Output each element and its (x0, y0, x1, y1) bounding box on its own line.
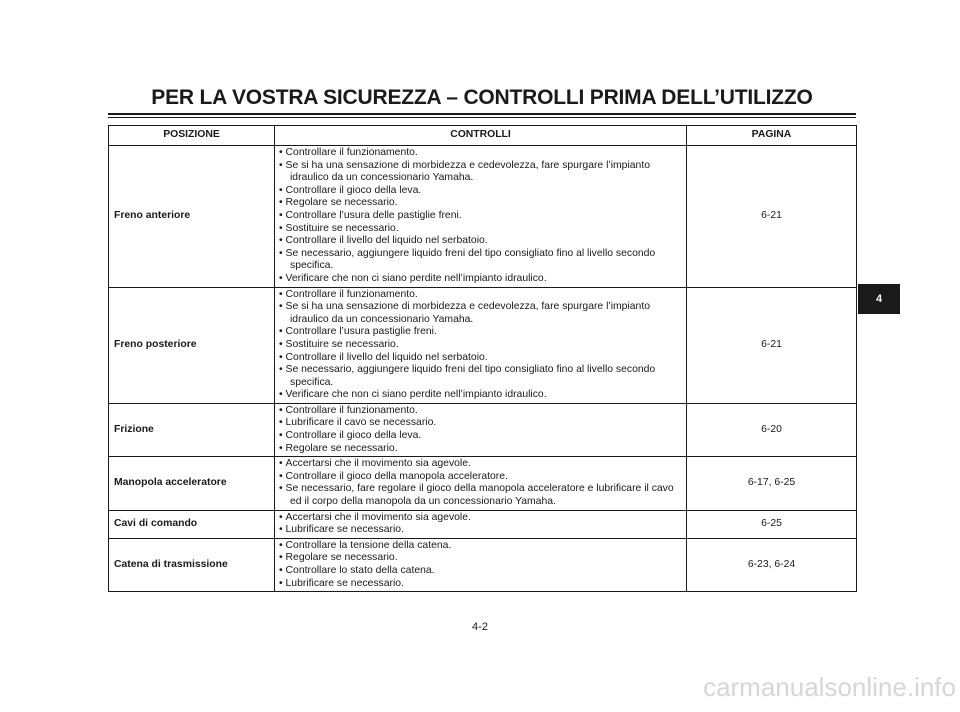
check-item: • Controllare il livello del liquido nel serbatoio. (279, 352, 686, 365)
page-number: 4-2 (472, 621, 488, 633)
watermark: carmanualsonline.info (703, 672, 956, 702)
row-position: Frizione (109, 403, 275, 456)
check-item: • Sostituire se necessario. (279, 223, 686, 236)
check-item: • Controllare il funzionamento. (279, 405, 686, 418)
row-checks (275, 403, 687, 456)
check-item: • Se necessario, aggiungere liquido freni del tipo consigliato fino al livello secondo specifica. (279, 248, 686, 273)
check-list (279, 405, 686, 455)
check-list (279, 512, 686, 537)
table-row (109, 287, 857, 403)
check-item: • Se necessario, fare regolare il gioco della manopola acceleratore e lubrificare il cavo ed il corpo della manopola da un concessionario Yamaha. (279, 483, 686, 508)
table-body (109, 146, 857, 592)
check-item: • Verificare che non ci siano perdite nell’impianto idraulico. (279, 273, 686, 286)
check-item: • Regolare se necessario. (279, 197, 686, 210)
row-checks (275, 287, 687, 403)
table-header-row (109, 126, 857, 146)
row-page-ref: 6-17, 6-25 (687, 457, 857, 510)
row-checks (275, 146, 687, 288)
check-item: • Lubrificare se necessario. (279, 578, 686, 591)
table-row (109, 510, 857, 538)
check-item: • Accertarsi che il movimento sia agevole. (279, 458, 686, 471)
table-row (109, 146, 857, 288)
row-position: Cavi di comando (109, 510, 275, 538)
row-position: Manopola acceleratore (109, 457, 275, 510)
check-item: • Se si ha una sensazione di morbidezza e cedevolezza, fare spurgare l’impianto idraulico da un concessionario Yamaha. (279, 301, 686, 326)
row-page-ref: 6-21 (687, 287, 857, 403)
row-checks (275, 457, 687, 510)
title-rule (108, 113, 856, 115)
pre-ride-checks-table (108, 125, 857, 592)
table-row (109, 403, 857, 456)
check-item: • Regolare se necessario. (279, 443, 686, 456)
check-item: • Controllare il gioco della leva. (279, 430, 686, 443)
check-item: • Controllare lo stato della catena. (279, 565, 686, 578)
check-item: • Se necessario, aggiungere liquido freni del tipo consigliato fino al livello secondo specifica. (279, 364, 686, 389)
check-item: • Regolare se necessario. (279, 552, 686, 565)
row-page-ref: 6-21 (687, 146, 857, 288)
check-list (279, 147, 686, 286)
row-page-ref: 6-25 (687, 510, 857, 538)
check-item: • Controllare la tensione della catena. (279, 540, 686, 553)
header-checks: CONTROLLI (275, 126, 687, 146)
check-item: • Verificare che non ci siano perdite nell’impianto idraulico. (279, 389, 686, 402)
check-item: • Controllare il gioco della leva. (279, 185, 686, 198)
check-item: • Controllare il livello del liquido nel serbatoio. (279, 235, 686, 248)
check-item: • Controllare il funzionamento. (279, 289, 686, 302)
check-list (279, 458, 686, 508)
row-position: Catena di trasmissione (109, 538, 275, 591)
check-list (279, 289, 686, 402)
check-item: • Controllare l’usura pastiglie freni. (279, 326, 686, 339)
check-item: • Sostituire se necessario. (279, 339, 686, 352)
header-position: POSIZIONE (109, 126, 275, 146)
check-item: • Controllare l’usura delle pastiglie freni. (279, 210, 686, 223)
check-item: • Controllare il funzionamento. (279, 147, 686, 160)
table-row (109, 538, 857, 591)
check-item: • Controllare il gioco della manopola acceleratore. (279, 471, 686, 484)
row-checks (275, 538, 687, 591)
table-row (109, 457, 857, 510)
row-position: Freno anteriore (109, 146, 275, 288)
check-item: • Accertarsi che il movimento sia agevole. (279, 512, 686, 525)
page-title: PER LA VOSTRA SICUREZZA – CONTROLLI PRIMA DELL’UTILIZZO (151, 86, 813, 109)
check-list (279, 540, 686, 590)
chapter-tab: 4 (858, 284, 900, 314)
row-page-ref: 6-20 (687, 403, 857, 456)
row-position: Freno posteriore (109, 287, 275, 403)
row-checks (275, 510, 687, 538)
header-page: PAGINA (687, 126, 857, 146)
check-item: • Lubrificare il cavo se necessario. (279, 417, 686, 430)
row-page-ref: 6-23, 6-24 (687, 538, 857, 591)
check-item: • Lubrificare se necessario. (279, 524, 686, 537)
title-rule-thin (108, 117, 856, 118)
check-item: • Se si ha una sensazione di morbidezza e cedevolezza, fare spurgare l’impianto idraulico da un concessionario Yamaha. (279, 160, 686, 185)
